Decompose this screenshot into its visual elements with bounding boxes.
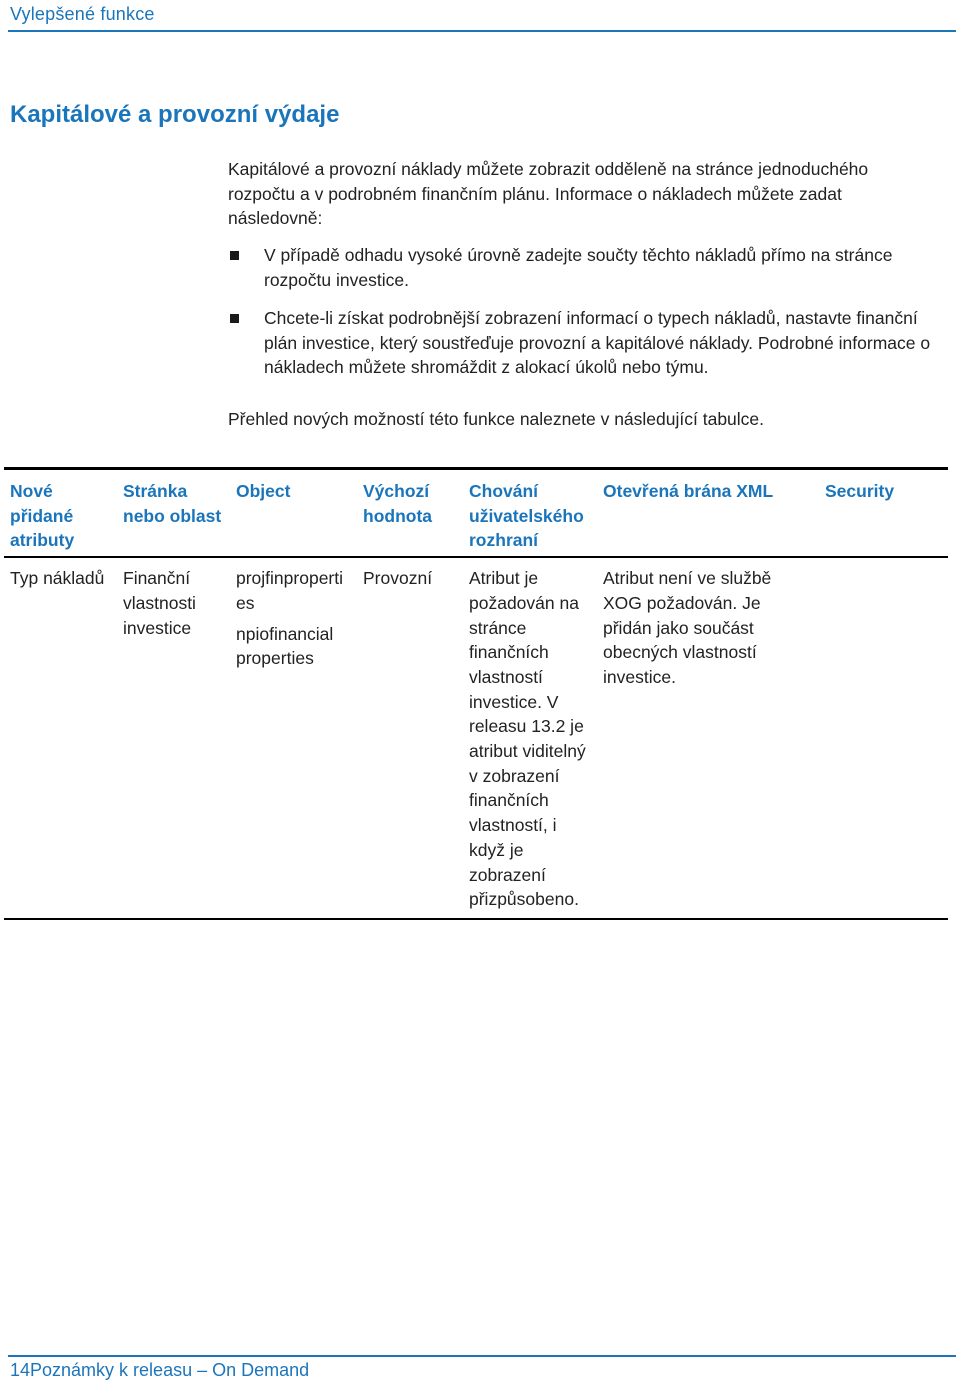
bullet-list xyxy=(228,243,953,394)
section-title: Kapitálové a provozní výdaje xyxy=(10,101,340,128)
features-table xyxy=(4,467,948,920)
cell-default-value: Provozní xyxy=(363,568,433,589)
bullet-text: Chcete-li získat podrobnější zobrazení informací o typech nákladů, nastavte finanční plán investice, který soustřeďuje provozní a kapitálové náklady. Podrobné informace o nákladech můžete shromáždit z alokací úkolů nebo týmu. xyxy=(264,308,931,377)
cell-object xyxy=(230,557,357,919)
object-name-secondary: npiofinancial properties xyxy=(236,623,334,669)
object-name-primary: projfinproperties xyxy=(236,568,343,613)
bullet-text: V případě odhadu vysoké úrovně zadejte součty těchto nákladů přímo na stránce rozpočtu investice. xyxy=(264,245,893,290)
square-bullet-icon xyxy=(230,251,239,260)
cell-security xyxy=(819,557,948,919)
cell-attribute: Typ nákladů xyxy=(10,568,105,589)
cell-xog: Atribut není ve službě XOG požadován. Je přidán jako součást obecných vlastností investice. xyxy=(603,568,772,687)
square-bullet-icon xyxy=(230,314,239,323)
running-header: Vylepšené funkce xyxy=(10,4,155,24)
cell-page-area: Finanční vlastnosti investice xyxy=(123,568,196,638)
table-row xyxy=(4,557,948,919)
column-header-new-attributes: Nové přidané atributy xyxy=(10,481,75,551)
column-header-ui-behavior: Chování uživatelského rozhraní xyxy=(469,481,584,551)
column-header-object: Object xyxy=(236,481,291,501)
column-header-security: Security xyxy=(825,481,895,501)
list-item xyxy=(228,243,953,292)
column-header-xog: Otevřená brána XML xyxy=(603,481,774,501)
table-header-row xyxy=(4,469,948,558)
intro-paragraph: Kapitálové a provozní náklady můžete zobrazit odděleně na stránce jednoduchého rozpočtu a v podrobném finančním plánu. Informace o nákladech můžete zadat následovně: xyxy=(228,159,869,228)
column-header-default-value: Výchozí hodnota xyxy=(363,481,433,526)
cell-ui-behavior: Atribut je požadován na stránce finančních vlastností investice. V releasu 13.2 je atribut viditelný v zobrazení finančních vlastností, i když je zobrazení přizpůsobeno. xyxy=(469,568,586,910)
footer-divider xyxy=(8,1355,956,1357)
header-divider xyxy=(8,30,956,32)
page-footer: 14Poznámky k releasu – On Demand xyxy=(10,1360,310,1380)
column-header-page-area: Stránka nebo oblast xyxy=(123,481,222,526)
list-item xyxy=(228,306,953,380)
summary-paragraph: Přehled nových možností této funkce naleznete v následující tabulce. xyxy=(228,409,765,429)
